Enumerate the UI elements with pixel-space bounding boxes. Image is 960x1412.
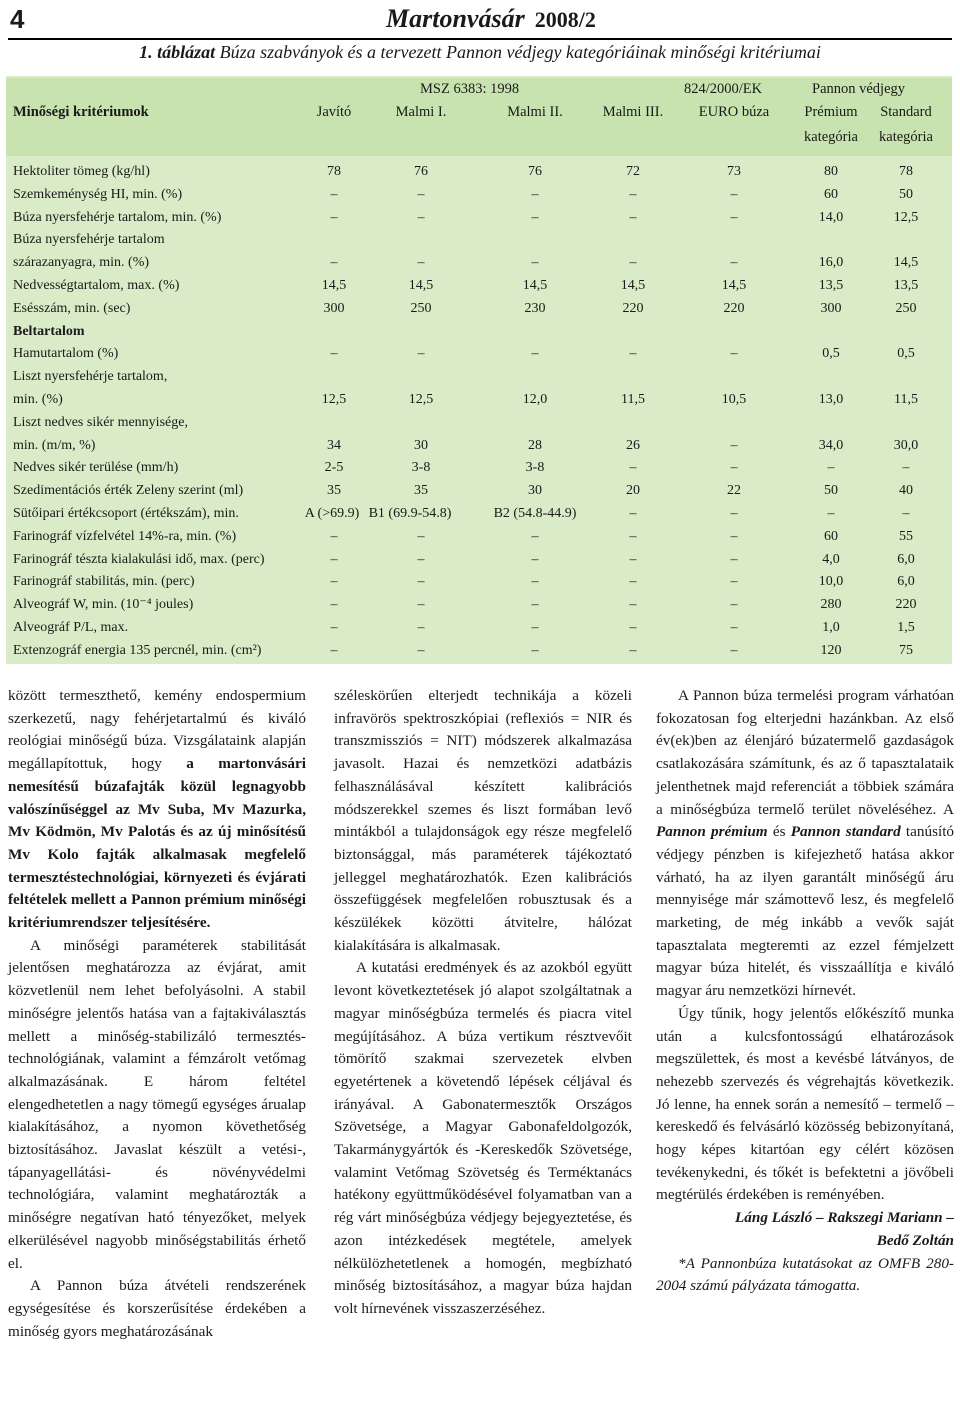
table-caption-label: 1. táblázat	[139, 42, 216, 62]
table-cell: –	[629, 255, 637, 271]
table-cell: –	[330, 642, 338, 658]
table-cell: 16,0	[818, 255, 844, 271]
table-cell: –	[629, 642, 637, 658]
table-cell: 14,5	[408, 278, 434, 293]
table-cell: –	[730, 506, 738, 521]
table-cell: –	[531, 186, 539, 202]
row-label: Sütőipari értékcsoport (értékszám), min.	[13, 506, 239, 521]
row-label: min. (%)	[13, 392, 63, 407]
table-cell: –	[629, 574, 637, 590]
table-cell: 14,5	[321, 278, 347, 293]
row-label: Extenzográf energia 135 percnél, min. (cm²)	[13, 642, 262, 658]
table-cell: –	[730, 551, 738, 567]
table-cell: 120	[820, 642, 842, 658]
table-cell: 250	[895, 300, 917, 316]
table-cell: 13,5	[893, 278, 919, 293]
table-cell: 30	[528, 483, 542, 499]
authors: Láng László – Rakszegi Mariann –	[735, 1209, 954, 1227]
table-cell: 13,5	[818, 278, 844, 293]
paragraph: között termeszthető, kemény endospermium szerkezetű, nagy fehérjetartalmú és kiváló reológiai minőségű búza. Vizsgálataink alapján megállapítottuk, hogy a martonvásári nemesítésű búzafajták közül legnagyobb valószínűséggel az Mv Suba, Mv Mazurka, Mv Ködmön, Mv Palotás és az új minősítésű Mv Kolo fajták alkalmasak megfelelő termesztéstechnológiai, környezeti és évjárati feltételek mellett a Pannon prémium minőségi kritériumrendszer teljesítésére.	[8, 687, 306, 932]
page-header	[0, 0, 960, 42]
paragraph: A Pannon búza átvételi rendszerének egységesítése és korszerűsítése érdekében a minőség gyors meghatározásának	[8, 1277, 306, 1340]
table-cell: 50	[824, 483, 838, 499]
table-cell: –	[827, 506, 835, 521]
table-cell: –	[730, 209, 738, 225]
table-cell: –	[902, 460, 910, 476]
table-cell: –	[629, 528, 637, 544]
table-cell: 12,5	[408, 392, 434, 407]
table-cell: 34,0	[818, 437, 844, 453]
body-column-2	[334, 685, 632, 1321]
table-cell: –	[330, 597, 338, 613]
table-cell: –	[629, 460, 637, 476]
table-cell: –	[417, 551, 425, 567]
table-cell: –	[531, 642, 539, 658]
table-cell: 300	[323, 300, 345, 316]
table-cell: –	[629, 620, 637, 635]
row-label: Beltartalom	[13, 323, 85, 339]
table-cell: 20	[626, 483, 640, 499]
table-cell: 11,5	[894, 392, 918, 407]
table-cell: –	[417, 642, 425, 658]
table-cell: 0,5	[897, 346, 915, 362]
table-cell: –	[629, 551, 637, 567]
table-cell: –	[330, 346, 338, 362]
column-header: EURO búza	[698, 104, 770, 120]
table-cell: 12,5	[321, 392, 347, 407]
table-cell: 60	[824, 528, 838, 544]
row-label: Alveográf P/L, max.	[13, 620, 129, 635]
table-cell: 30,0	[893, 437, 919, 453]
column-subheader: kategória	[804, 129, 858, 145]
table-cell: 11,5	[621, 392, 645, 407]
body-column-1	[8, 685, 306, 1343]
table-cell: –	[730, 597, 738, 613]
column-header: Malmi I.	[395, 104, 447, 120]
row-label: Hektoliter tömeg (kg/hl)	[13, 164, 150, 179]
table-cell: –	[417, 574, 425, 590]
table-cell: B1 (69.9-54.8)	[368, 506, 452, 521]
table-cell: –	[330, 551, 338, 567]
row-label: Nedves sikér terülése (mm/h)	[13, 460, 179, 476]
table-cell: 280	[820, 597, 842, 613]
table-cell: –	[417, 620, 425, 635]
table-cell: 1,5	[897, 620, 915, 635]
table-caption-text: Búza szabványok és a tervezett Pannon védjegy kategóriáinak minőségi kritériumai	[215, 42, 821, 62]
table-cell: –	[827, 460, 835, 476]
table-cell: 30	[414, 437, 428, 453]
table-cell: –	[531, 528, 539, 544]
table-cell: 300	[820, 300, 842, 316]
table-cell: 35	[327, 483, 341, 499]
table-cell: 14,0	[818, 209, 844, 225]
table-cell: 26	[626, 437, 640, 453]
header-rule	[8, 38, 952, 40]
table-cell: 14,5	[893, 255, 919, 271]
table-cell: 14,5	[620, 278, 646, 293]
table-cell: –	[902, 506, 910, 521]
table-cell: –	[330, 574, 338, 590]
table-cell: –	[629, 186, 637, 202]
table-cell: –	[417, 186, 425, 202]
table-cell: 12,5	[893, 209, 919, 225]
table-cell: 220	[723, 300, 745, 316]
table-cell: A (>69.9)	[304, 506, 360, 521]
table-cell: 76	[528, 164, 542, 179]
table-cell: –	[629, 209, 637, 225]
row-label: Farinográf vízfelvétel 14%-ra, min. (%)	[13, 528, 237, 544]
table-cell: 34	[327, 437, 341, 453]
table-cell: –	[417, 255, 425, 271]
table-cell: –	[730, 528, 738, 544]
table-cell: 28	[528, 437, 542, 453]
paragraph: A Pannon búza termelési program várhatóan fokozatosan fog elterjedni hazánkban. Az első év(ek)ben az élenjáró búzatermelő gazdaságok csatlakozására számítunk, és az ő tapasztalataik jelenthetnek majd referenciát a többiek számára a minőségbúza termelő terület növeléséhez. A Pannon prémium és Pannon standard tanúsító védjegy pénzben is kifejezhető hatása akkor várható, ha az ilyen garantált minőségű áru mennyisége már számottevő lesz, és megfelelő marketing, de még inkább a vevők saját tapasztalata megteremti az ezzel fémjelzett magyar búza hitelét, és visszaállítja e kiváló magyar áru nemzetközi hírnevét.	[656, 687, 955, 1000]
table-cell: –	[730, 574, 738, 590]
row-label: Búza nyersfehérje tartalom	[13, 232, 165, 248]
table-cell: 80	[824, 164, 838, 179]
journal-title	[386, 4, 596, 34]
column-header: Prémium	[804, 104, 858, 120]
table-cell: 14,5	[721, 278, 747, 293]
table-cell: –	[417, 209, 425, 225]
table-cell: –	[531, 255, 539, 271]
table-cell: –	[730, 460, 738, 476]
table-cell: 3-8	[411, 460, 431, 476]
table-cell: –	[730, 346, 738, 362]
paragraph: Úgy tűnik, hogy jelentős előkészítő munka után a kulcsfontosságú elhatározások megszülettek, és most a kevésbé látványos, de nehezebb szervezés és végrehajtás következik. Jó lenne, ha ennek során a nemesítő – termelő – kereskedő és felvásárló közösség bebizonyítaná, hogy képes kitartóan egy célért közösen tevékenykedni, és tőkét is befektetni a jövőbeli megtérülés érdekében is reményében.	[656, 1004, 954, 1204]
table-cell: 40	[899, 483, 913, 499]
table-cell: 3-8	[525, 460, 545, 476]
table-cell: –	[330, 209, 338, 225]
column-header: Javító	[316, 104, 352, 120]
table-cell: –	[417, 528, 425, 544]
table-cell: –	[531, 209, 539, 225]
table-cell: –	[730, 255, 738, 271]
page-number: 4	[10, 4, 25, 34]
table-cell: –	[730, 186, 738, 202]
row-label: Farinográf stabilitás, min. (perc)	[13, 574, 195, 590]
table-cell: –	[531, 620, 539, 635]
table-cell: 10,0	[818, 574, 844, 590]
group-header-msz: MSZ 6383: 1998	[420, 81, 520, 97]
column-header: Malmi II.	[507, 104, 563, 120]
table-cell: 2-5	[324, 460, 344, 476]
row-label: szárazanyagra, min. (%)	[13, 255, 150, 271]
table-cell: –	[629, 597, 637, 613]
journal-issue: 2008/2	[534, 7, 596, 32]
table-cell: 73	[727, 164, 741, 179]
table-cell: –	[330, 620, 338, 635]
table-cell: –	[330, 186, 338, 202]
row-label: Liszt nyersfehérje tartalom,	[13, 369, 168, 385]
table-cell: 12,0	[522, 392, 548, 407]
paragraph: A kutatási eredmények és az azokból együtt levont következtetések jó alapot szolgáltatnak a magyar minőségbúza termelés és piacra vitel megújításához. A búza vertikum résztvevőit tömörítő szakmai szervezetek elvben egyetértenek a követendő lépések céljával és irányával. A Gabonatermesztők Országos Szövetsége, a Magyar Gabonafeldolgozók, Takarmánygyártók és -Kereskedők Szövetsége, valamint Vetőmag Szövetség és Terméktanács hatékony együttműködésével folyamatban van a rég várt minőségbúza védjegy bejegyeztetése, és azon intézkedések megtétele, amelyek nélkülözhetetlenek a homogén, megbízható minőség biztosításához, a magyar búza hajdan volt hírnevének visszaszerzéséhez.	[334, 959, 632, 1317]
table-cell: –	[730, 620, 738, 635]
table-cell: 230	[524, 300, 546, 316]
column-subheader: kategória	[879, 129, 933, 145]
table-cell: 75	[899, 642, 913, 658]
footnote: *A Pannonbúza kutatásokat az OMFB 280-2004 számú pályázata támogatta.	[656, 1254, 954, 1295]
table-cell: B2 (54.8-44.9)	[493, 506, 577, 521]
row-label: Búza nyersfehérje tartalom, min. (%)	[13, 209, 222, 225]
table-cell: 13,0	[818, 392, 844, 407]
table-cell: –	[330, 528, 338, 544]
table-caption	[0, 42, 960, 63]
table-cell: 55	[899, 528, 913, 544]
row-label: Esésszám, min. (sec)	[13, 300, 131, 316]
table-cell: –	[629, 346, 637, 362]
table-cell: 22	[727, 483, 741, 499]
table-cell: –	[629, 506, 637, 521]
criteria-header: Minőségi kritériumok	[13, 104, 149, 120]
row-label: min. (m/m, %)	[13, 437, 96, 453]
journal-name: Martonvásár	[386, 4, 525, 33]
table-cell: –	[417, 346, 425, 362]
column-header: Standard	[880, 104, 932, 120]
table-cell: 250	[410, 300, 432, 316]
table-cell: –	[417, 597, 425, 613]
table-cell: 50	[899, 186, 913, 202]
table-cell: 4,0	[822, 551, 840, 567]
group-header-ek: 824/2000/EK	[684, 81, 763, 97]
body-column-3	[656, 685, 954, 1298]
table-cell: 78	[899, 164, 913, 179]
table-cell: –	[531, 551, 539, 567]
row-label: Szedimentációs érték Zeleny szerint (ml)	[13, 483, 244, 499]
table-cell: –	[531, 597, 539, 613]
table-cell: 6,0	[897, 574, 915, 590]
paragraph: A minőségi paraméterek stabilitását jelentősen meghatározza az évjárat, amit közvetlenül nem lehet befolyásolni. A stabil minőségre jelentős hatása van a fajtakiválasztás mellett a minőség-stabilizáló termesztés-technológiának, valamint a fémzárolt vetőmag alkalmazásának. E három feltétel elengedhetetlen a nagy tömegű egységes árualap kialakításához, a nyomon követhetőség biztosításához. Javaslat készült a vetési-, tápanyagellátási- és növényvédelmi technológiára, valamint meghatározták a minőségre negatívan ható tényezőket, melyek elkerülésével nagyobb minőségstabilitás érhető el.	[8, 936, 306, 1272]
column-header: Malmi III.	[602, 104, 664, 120]
table-cell: –	[730, 437, 738, 453]
table-cell: 1,0	[822, 620, 840, 635]
row-label: Hamutartalom (%)	[13, 346, 119, 362]
table-cell: 35	[414, 483, 428, 499]
authors-continued: Bedő Zoltán	[876, 1231, 954, 1249]
table-cell: –	[531, 574, 539, 590]
paragraph: széleskörűen elterjedt technikája a közeli infravörös spektroszkópiai (reflexiós = NIR és transzmissziós = NIT) módszerek alkalmazása javasolt. Hazai és nemzetközi adatbázis felhasználásával készített kalibrációs módszerekkel szemes és liszt formában levő mintákból a tulajdonságok egy része megfelelő biztonsággal, más paraméterek tájékoztató jelleggel meghatározhatók. Ezen kalibrációs összefüggések megfelelően robusztusak és a készülékek közötti átvitelre, hálózat kialakítására is alkalmasak.	[334, 687, 632, 954]
row-label: Nedvességtartalom, max. (%)	[13, 278, 180, 293]
table-cell: 10,5	[721, 392, 747, 407]
row-label: Szemkeménység HI, min. (%)	[13, 186, 183, 202]
row-label: Liszt nedves sikér mennyisége,	[13, 414, 188, 430]
table-cell: 0,5	[822, 346, 840, 362]
table-cell: 6,0	[897, 551, 915, 567]
row-label: Alveográf W, min. (10⁻⁴ joules)	[13, 597, 194, 613]
group-header-pannon: Pannon védjegy	[812, 81, 906, 97]
table-cell: 60	[824, 186, 838, 202]
table-cell: 72	[626, 164, 640, 179]
row-label: Farinográf tészta kialakulási idő, max. (perc)	[13, 551, 265, 567]
table-cell: 78	[327, 164, 341, 179]
table-cell: 220	[622, 300, 644, 316]
table-cell: –	[730, 642, 738, 658]
table-cell: 14,5	[522, 278, 548, 293]
table-cell: 220	[895, 597, 917, 613]
table-cell: 76	[414, 164, 428, 179]
table-cell: –	[330, 255, 338, 271]
table-cell: –	[531, 346, 539, 362]
